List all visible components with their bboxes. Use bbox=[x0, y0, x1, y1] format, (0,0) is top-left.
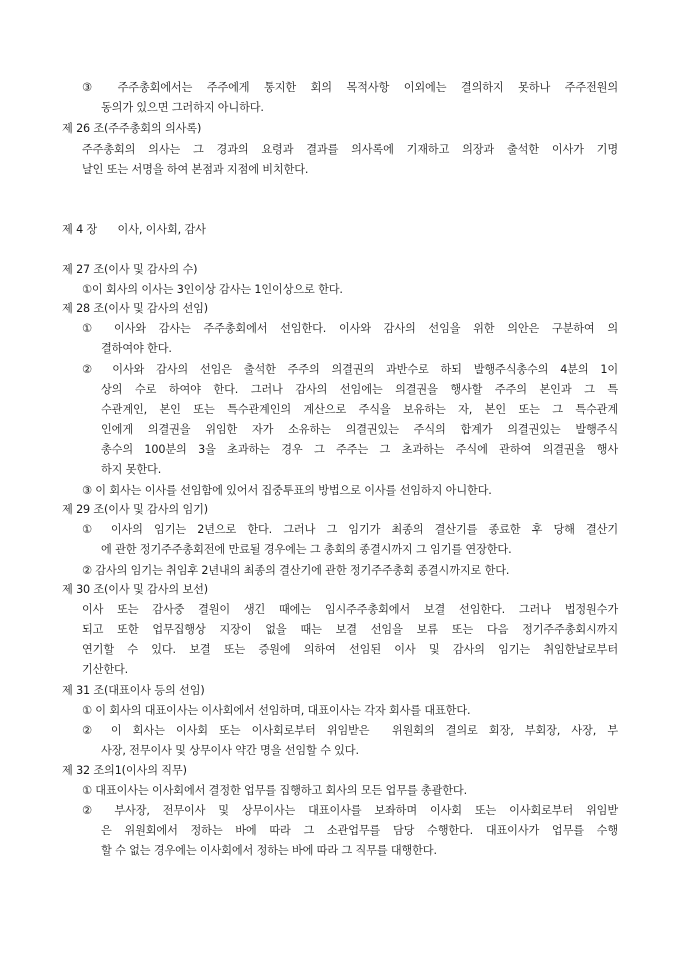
clause-26-body-line-1: 주주총회의 의사는 그 경과의 요령과 결과를 의사록에 기재하고 의장과 출석한 이사가 기명 bbox=[82, 143, 618, 156]
clause-32-item-2-line-1: ② 부사장, 전무이사 및 상무이사는 대표이사를 보좌하며 이사회 또는 이사회로부터 위임받 bbox=[82, 804, 618, 817]
clause-29-item-1-line-1: ① 이사의 임기는 2년으로 한다. 그러나 그 임기가 최종의 결산기를 종료한 후 당해 결산기 bbox=[82, 523, 618, 536]
clause-31-item-1: ① 이 회사의 대표이사는 이사회에서 선임하며, 대표이사는 각자 회사를 대표한다. bbox=[82, 704, 471, 717]
clause-26-heading: 제 26 조(주주총회의 의사록) bbox=[62, 122, 202, 135]
clause-25-item-3-line-2: 동의가 있으면 그러하지 아니하다. bbox=[101, 101, 264, 114]
clause-31-item-2-line-2: 사장, 전무이사 및 상무이사 약간 명을 선임할 수 있다. bbox=[101, 744, 359, 757]
clause-28-item-3: ③ 이 회사는 이사를 선임함에 있어서 집중투표의 방법으로 이사를 선임하지 아니한다. bbox=[82, 484, 492, 497]
clause-29-heading: 제 29 조(이사 및 감사의 임기) bbox=[62, 503, 208, 516]
clause-31-heading: 제 31 조(대표이사 등의 선임) bbox=[62, 684, 205, 697]
clause-32-item-1: ① 대표이사는 이사회에서 결정한 업무를 집행하고 회사의 모든 업무를 총괄한다. bbox=[82, 784, 467, 797]
clause-28-item-1-line-2: 결하여야 한다. bbox=[101, 342, 172, 355]
clause-32-heading: 제 32 조의1(이사의 직무) bbox=[62, 764, 187, 777]
clause-28-heading: 제 28 조(이사 및 감사의 선임) bbox=[62, 302, 208, 315]
clause-31-item-2-line-1: ② 이 회사는 이사회 또는 이사회로부터 위임받은 위원회의 결의로 회장, 부회장, 사장, 부 bbox=[82, 724, 618, 737]
clause-28-item-2-line-4: 인에게 의결권을 위임한 자가 소유하는 의결권있는 주식의 합계가 의결권있는 발행주식 bbox=[101, 423, 618, 436]
clause-28-item-1-line-1: ① 이사와 감사는 주주총회에서 선임한다. 이사와 감사의 선임을 위한 의안은 구분하여 의 bbox=[82, 322, 618, 335]
clause-28-item-2-line-3: 수관계인, 본인 또는 특수관계인의 계산으로 주식을 보유하는 자, 본인 또는 그 특수관계 bbox=[101, 403, 618, 416]
clause-30-body-line-3: 연기할 수 있다. 보결 또는 증원에 의하여 선임된 이사 및 감사의 임기는 취임한날로부터 bbox=[82, 643, 618, 656]
chapter-4-heading: 제 4 장 이사, 이사회, 감사 bbox=[62, 223, 206, 236]
clause-32-item-2-line-2: 은 위원회에서 정하는 바에 따라 그 소관업무를 담당 수행한다. 대표이사가 업무를 수행 bbox=[101, 824, 618, 837]
clause-32-item-2-line-3: 할 수 없는 경우에는 이사회에서 정하는 바에 따라 그 직무를 대행한다. bbox=[101, 844, 437, 857]
clause-28-item-2-line-6: 하지 못한다. bbox=[101, 463, 162, 476]
clause-30-body-line-4: 기산한다. bbox=[82, 663, 129, 676]
clause-28-item-2-line-1: ② 이사와 감사의 선임은 출석한 주주의 의결권의 과반수로 하되 발행주식총수의 4분의 1이 bbox=[82, 363, 618, 376]
clause-29-item-1-line-2: 에 관한 정기주주총회전에 만료될 경우에는 그 총회의 종결시까지 그 임기를 연장한다. bbox=[101, 543, 512, 556]
clause-30-heading: 제 30 조(이사 및 감사의 보선) bbox=[62, 583, 208, 596]
clause-28-item-2-line-2: 상의 수로 하여야 한다. 그러나 감사의 선임에는 의결권을 행사할 주주의 본인과 그 특 bbox=[101, 383, 618, 396]
clause-30-body-line-2: 되고 또한 업무집행상 지장이 없을 때는 보결 선임을 보류 또는 다음 정기주주총회시까지 bbox=[82, 623, 618, 636]
clause-28-item-2-line-5: 총수의 100분의 3을 초과하는 경우 그 주주는 그 초과하는 주식에 관하여 의결권을 행사 bbox=[101, 443, 618, 456]
clause-25-item-3-line-1: ③ 주주총회에서는 주주에게 통지한 회의 목적사항 이외에는 결의하지 못하나 주주전원의 bbox=[82, 81, 618, 94]
clause-29-item-2: ② 감사의 임기는 취임후 2년내의 최종의 결산기에 관한 정기주주총회 종결시까지로 한다. bbox=[82, 564, 510, 577]
clause-27-item-1: ①이 회사의 이사는 3인이상 감사는 1인이상으로 한다. bbox=[82, 283, 343, 296]
clause-30-body-line-1: 이사 또는 감사중 결원이 생긴 때에는 임시주주총회에서 보결 선임한다. 그러나 법정원수가 bbox=[82, 603, 618, 616]
clause-27-heading: 제 27 조(이사 및 감사의 수) bbox=[62, 263, 198, 276]
clause-26-body-line-2: 날인 또는 서명을 하여 본점과 지점에 비치한다. bbox=[82, 163, 309, 176]
